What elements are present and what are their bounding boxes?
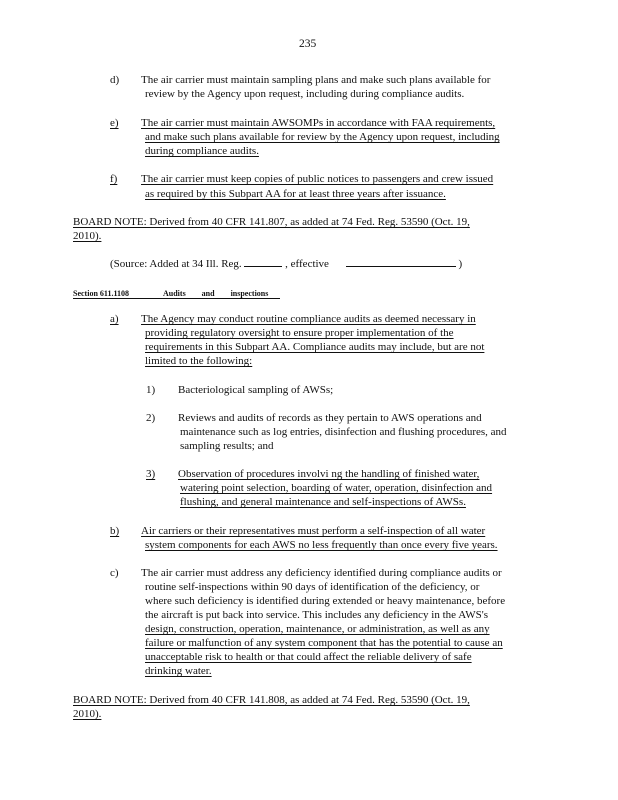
source-effective-blank [346, 266, 456, 267]
item-c-label: c) [110, 567, 119, 579]
subitem-1-label: 1) [146, 384, 156, 396]
item-a-line-2: providing regulatory oversight to ensure proper implementation of the [145, 327, 454, 339]
section-title: Audits and inspections [163, 289, 269, 298]
item-f-line-2: as required by this Subpart AA for at least three years after issuance. [145, 188, 446, 200]
subitem-3-line-1: Observation of procedures involvi ng the handling of finished water, [178, 468, 480, 480]
item-b-label: b) [110, 525, 120, 537]
subitem-3-line-3: flushing, and general maintenance and self-inspections of AWSs. [180, 496, 466, 508]
source-prefix: (Source: Added at 34 Ill. Reg. [110, 258, 242, 270]
board-note-1-line-1: BOARD NOTE: Derived from 40 CFR 141.807, as added at 74 Fed. Reg. 53590 (Oct. 19, [73, 216, 470, 228]
subitem-1-line-1: Bacteriological sampling of AWSs; [178, 384, 334, 396]
item-a-line-3: requirements in this Subpart AA. Compliance audits may include, but are not [145, 341, 485, 353]
item-d-line-1: The air carrier must maintain sampling plans and make such plans available for [141, 74, 491, 86]
item-a-line-4: limited to the following: [145, 355, 253, 367]
subitem-2-label: 2) [146, 412, 156, 424]
item-c-line-5: design, construction, operation, maintenance, or administration, as well as any [145, 623, 490, 635]
item-b-line-2: system components for each AWS no less frequently than once every five years. [145, 539, 498, 551]
item-c-line-7: unacceptable risk to health or that could affect the reliable delivery of safe [145, 651, 472, 663]
item-c-line-6: failure or malfunction of any system component that has the potential to cause an [145, 637, 503, 649]
board-note-2-line-1: BOARD NOTE: Derived from 40 CFR 141.808, as added at 74 Fed. Reg. 53590 (Oct. 19, [73, 694, 470, 706]
board-note-2-line-2: 2010). [73, 708, 102, 720]
item-c-line-3: where such deficiency is identified during extended or heavy maintenance, before [145, 595, 506, 607]
source-suffix: ) [458, 258, 463, 270]
item-c-line-8: drinking water. [145, 665, 212, 677]
item-c-line-1: The air carrier must address any deficiency identified during compliance audits or [141, 567, 502, 579]
subitem-2-line-3: sampling results; and [180, 440, 274, 452]
subitem-3-line-2: watering point selection, boarding of water, operation, disinfection and [180, 482, 493, 494]
board-note-1-line-2: 2010). [73, 230, 102, 242]
item-c-line-2: routine self-inspections within 90 days of identification of the deficiency, or [145, 581, 480, 593]
item-e-label: e) [110, 117, 119, 129]
item-d-label: d) [110, 74, 120, 86]
item-c-line-4: the aircraft is put back into service. This includes any deficiency in the AWS's [145, 609, 489, 621]
item-b-line-1: Air carriers or their representatives must perform a self-inspection of all water [141, 525, 486, 537]
subitem-2-line-2: maintenance such as log entries, disinfection and flushing procedures, and [180, 426, 507, 438]
source-date-blank [244, 266, 282, 267]
item-f-line-1: The air carrier must keep copies of public notices to passengers and crew issued [141, 173, 494, 185]
item-a-line-1: The Agency may conduct routine compliance audits as deemed necessary in [141, 313, 476, 325]
section-heading [73, 287, 280, 299]
item-e-line-1: The air carrier must maintain AWSOMPs in accordance with FAA requirements, [141, 117, 496, 129]
item-e-line-3: during compliance audits. [145, 145, 259, 157]
source-line [110, 258, 462, 271]
page-number: 235 [299, 38, 317, 50]
subitem-3-label: 3) [146, 468, 156, 480]
item-f-label: f) [110, 173, 118, 185]
item-d-line-2: review by the Agency upon request, including during compliance audits. [145, 88, 465, 100]
source-middle: , effective [285, 258, 329, 270]
item-e-line-2: and make such plans available for review by the Agency upon request, including [145, 131, 500, 143]
item-a-label: a) [110, 313, 119, 325]
subitem-2-line-1: Reviews and audits of records as they pertain to AWS operations and [178, 412, 482, 424]
section-number: Section 611.1108 [73, 289, 130, 298]
